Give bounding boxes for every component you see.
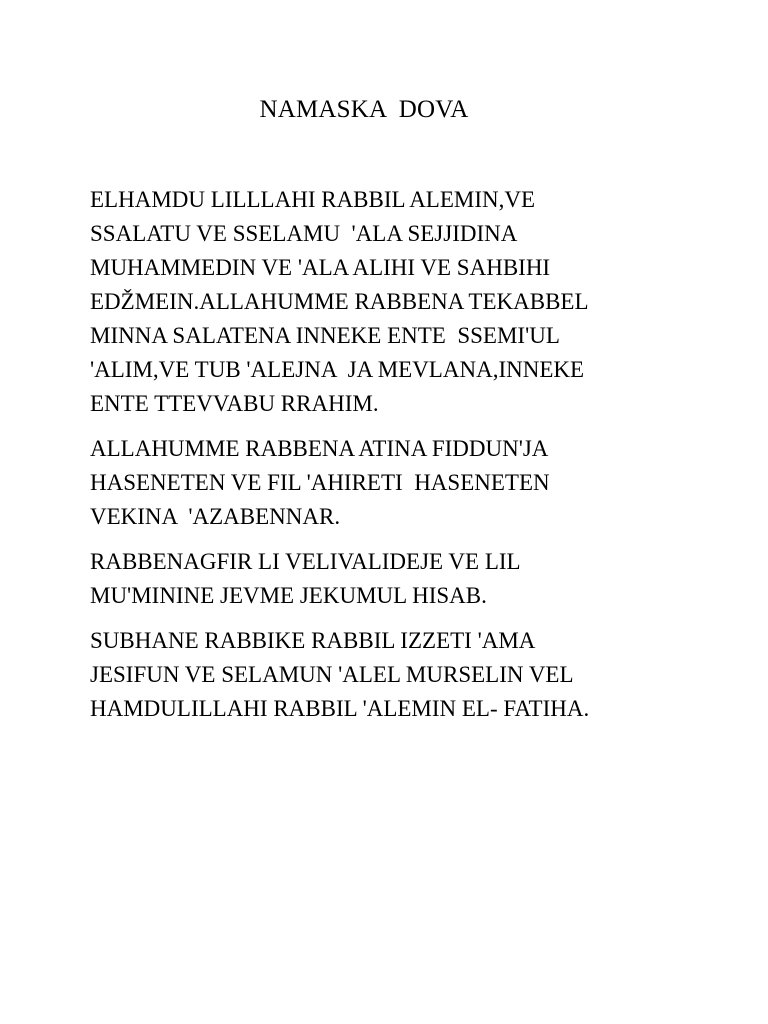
paragraph-line: MUHAMMEDIN VE 'ALA ALIHI VE SAHBIHI — [90, 255, 551, 280]
paragraph-line: VEKINA 'AZABENNAR. — [90, 504, 341, 529]
paragraph-line: 'ALIM,VE TUB 'ALEJNA JA MEVLANA,INNEKE — [90, 357, 585, 382]
paragraph-line: RABBENAGFIR LI VELIVALIDEJE VE LIL — [90, 549, 521, 574]
document-body — [90, 183, 730, 726]
paragraph-spacer — [90, 421, 730, 432]
paragraph-line: ELHAMDU LILLLAHI RABBIL ALEMIN,VE — [90, 187, 536, 212]
paragraph-line: EDŽMEIN.ALLAHUMME RABBENA TEKABBEL — [90, 289, 589, 314]
paragraph-line: HASENETEN VE FIL 'AHIRETI HASENETEN — [90, 470, 550, 495]
paragraph-line: ENTE TTEVVABU RRAHIM. — [90, 391, 379, 416]
paragraph-line: HAMDULILLAHI RABBIL 'ALEMIN EL- FATIHA. — [90, 696, 590, 721]
paragraph-1 — [90, 183, 730, 421]
paragraph-line: JESIFUN VE SELAMUN 'ALEL MURSELIN VEL — [90, 662, 574, 687]
paragraph-line: SUBHANE RABBIKE RABBIL IZZETI 'AMA — [90, 628, 536, 653]
paragraph-3 — [90, 545, 730, 613]
paragraph-2 — [90, 432, 730, 534]
paragraph-line: MU'MININE JEVME JEKUMUL HISAB. — [90, 583, 487, 608]
paragraph-4 — [90, 624, 730, 726]
paragraph-line: MINNA SALATENA INNEKE ENTE SSEMI'UL — [90, 323, 560, 348]
paragraph-spacer — [90, 613, 730, 624]
paragraph-spacer — [90, 534, 730, 545]
paragraph-line: ALLAHUMME RABBENA ATINA FIDDUN'JA — [90, 436, 549, 461]
document-title: NAMASKA DOVA — [259, 96, 469, 123]
paragraph-line: SSALATU VE SSELAMU 'ALA SEJJIDINA — [90, 221, 518, 246]
